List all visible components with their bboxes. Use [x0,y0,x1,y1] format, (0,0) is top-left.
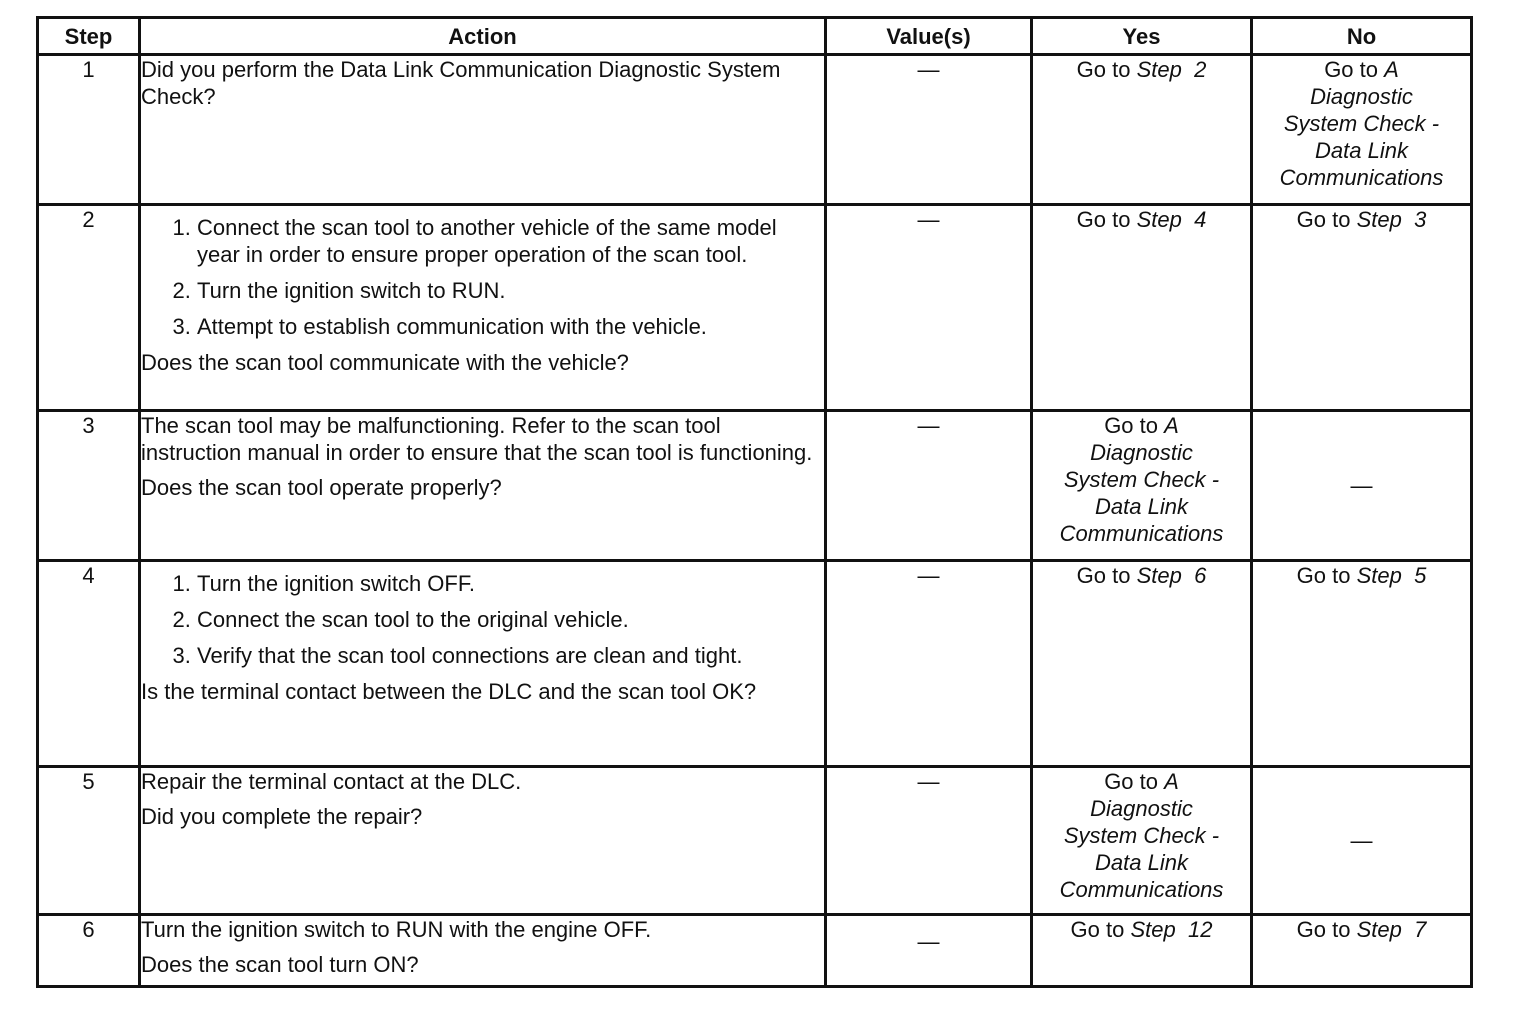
no-cell [1252,561,1472,767]
action-cell [140,55,826,205]
yes-cell [1032,411,1252,561]
table-row [38,55,1472,205]
value-cell: — [826,561,1032,767]
step-number: 1 [38,55,140,205]
action-question: Does the scan tool operate properly? [141,475,502,500]
go-to-step-link[interactable]: Go to Step 2 [1076,57,1207,82]
action-cell [140,767,826,915]
action-cell [140,915,826,987]
table-row [38,205,1472,411]
action-list [141,214,824,340]
header-yes: Yes [1032,18,1252,55]
go-to-system-check-link[interactable]: Go to A Diagnostic System Check - Data Link Communications [1059,413,1224,546]
action-text: Turn the ignition switch to RUN with the engine OFF. [141,917,652,942]
go-to-step-link[interactable]: Go to Step 5 [1296,563,1427,588]
no-cell [1252,915,1472,987]
yes-cell [1032,767,1252,915]
header-no: No [1252,18,1472,55]
action-question: Did you complete the repair? [141,804,423,829]
value-cell: — [826,767,1032,915]
list-item: 1. Connect the scan tool to another vehicle of the same model year in order to ensure proper operation of the scan tool. [197,214,824,268]
table-row [38,915,1472,987]
list-item: 1. Turn the ignition switch OFF. [197,570,824,597]
no-cell: — [1252,767,1472,915]
no-cell: — [1252,411,1472,561]
table-row [38,767,1472,915]
action-list [141,570,824,669]
go-to-system-check-link[interactable]: Go to A Diagnostic System Check - Data Link Communications [1059,769,1224,902]
go-to-step-link[interactable]: Go to Step 7 [1296,917,1427,942]
action-cell [140,561,826,767]
header-values: Value(s) [826,18,1032,55]
action-text: The scan tool may be malfunctioning. Refer to the scan tool instruction manual in order to ensure that the scan tool is functioning. [141,413,813,465]
no-cell [1252,205,1472,411]
go-to-step-link[interactable]: Go to Step 12 [1070,917,1213,942]
go-to-step-link[interactable]: Go to Step 3 [1296,207,1427,232]
step-number: 2 [38,205,140,411]
header-row [38,18,1472,55]
table-row [38,561,1472,767]
value-cell: — [826,411,1032,561]
go-to-step-link[interactable]: Go to Step 6 [1076,563,1207,588]
step-number: 3 [38,411,140,561]
yes-cell [1032,561,1252,767]
value-cell: — [826,55,1032,205]
action-question: Does the scan tool turn ON? [141,952,419,977]
no-cell [1252,55,1472,205]
go-to-system-check-link[interactable]: Go to A Diagnostic System Check - Data Link Communications [1279,57,1444,190]
header-action: Action [140,18,826,55]
list-item: 3. Attempt to establish communication with the vehicle. [197,313,824,340]
action-question: Is the terminal contact between the DLC and the scan tool OK? [141,679,757,704]
action-cell [140,205,826,411]
action-text: Did you perform the Data Link Communication Diagnostic System Check? [141,57,781,109]
list-item: 2. Connect the scan tool to the original vehicle. [197,606,824,633]
list-item: 3. Verify that the scan tool connections are clean and tight. [197,642,824,669]
go-to-step-link[interactable]: Go to Step 4 [1076,207,1207,232]
value-cell: — [826,205,1032,411]
list-item: 2. Turn the ignition switch to RUN. [197,277,824,304]
yes-cell [1032,55,1252,205]
table-row [38,411,1472,561]
yes-cell [1032,915,1252,987]
action-question: Does the scan tool communicate with the vehicle? [141,350,629,375]
step-number: 4 [38,561,140,767]
value-cell: — [826,915,1032,987]
step-number: 6 [38,915,140,987]
header-step: Step [38,18,140,55]
step-number: 5 [38,767,140,915]
yes-cell [1032,205,1252,411]
diagnostic-table [36,16,1473,988]
action-cell [140,411,826,561]
action-text: Repair the terminal contact at the DLC. [141,769,522,794]
